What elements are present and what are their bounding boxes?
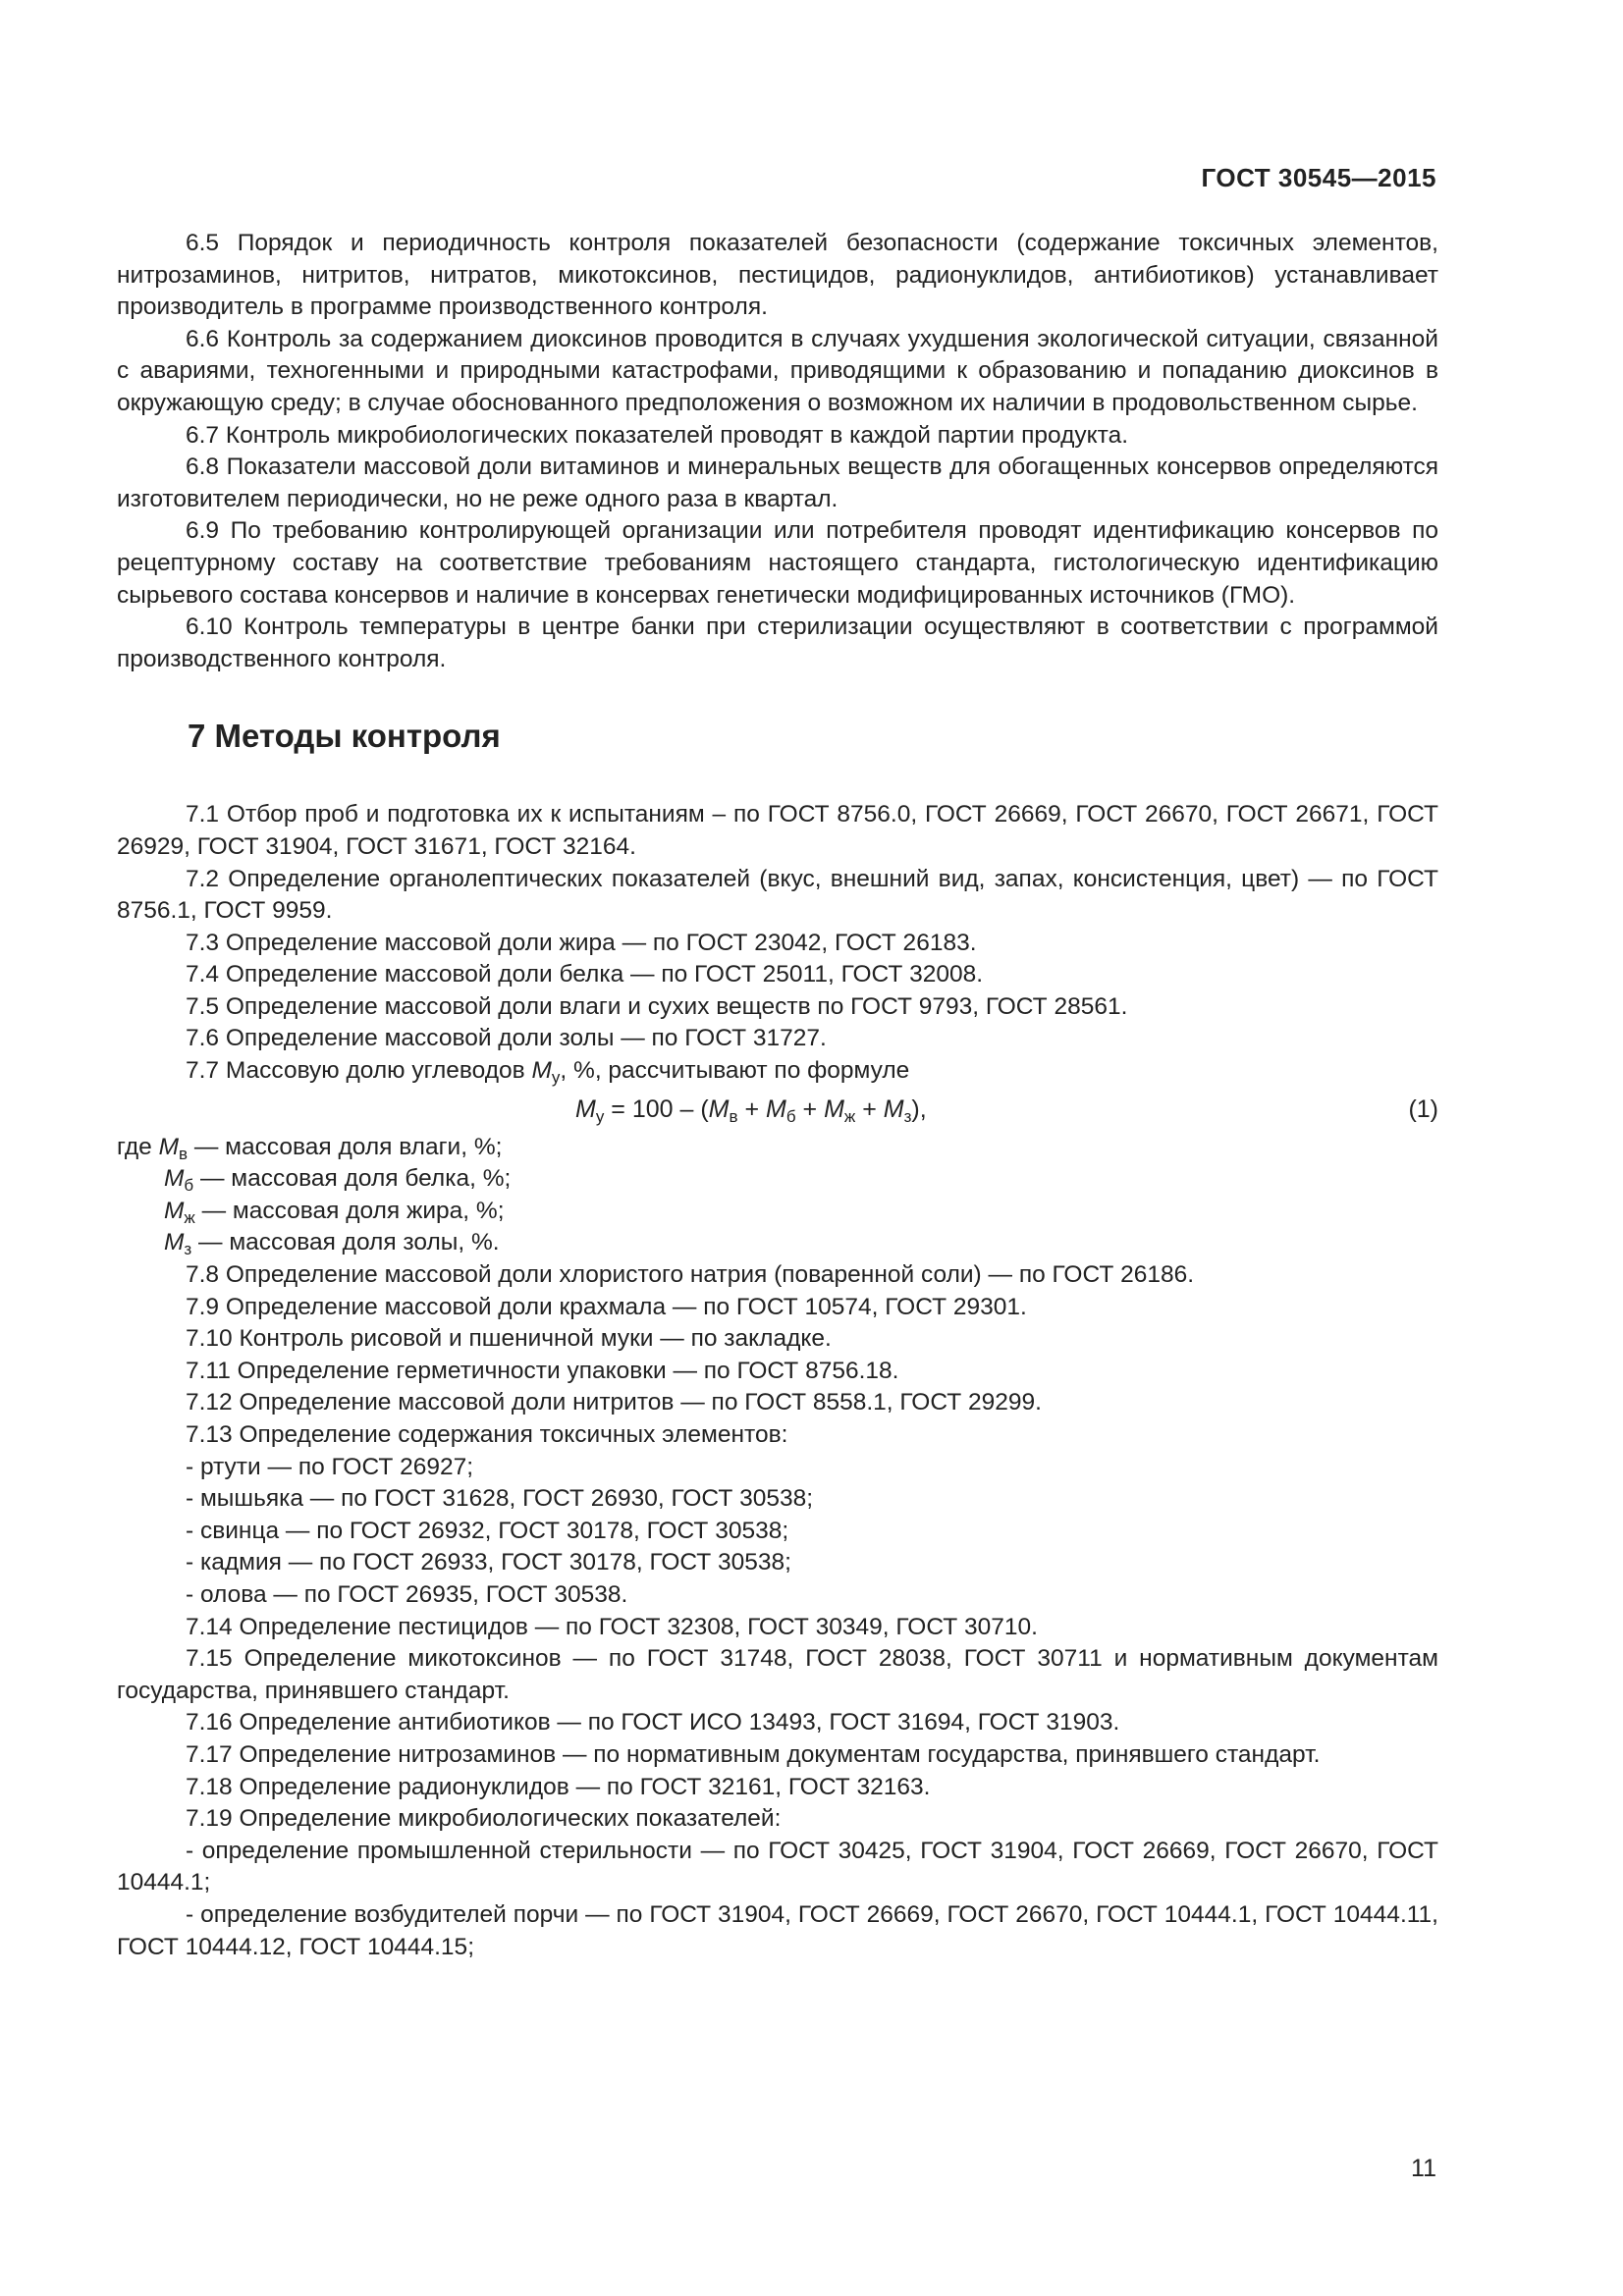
- paragraph-7-7: [117, 1055, 1438, 1088]
- where-symbol: М: [158, 1133, 179, 1160]
- formula-symbol: М: [575, 1095, 596, 1123]
- page-number: 11: [1411, 2155, 1436, 2182]
- paragraph-7-18: 7.18 Определение радионуклидов — по ГОСТ 32161, ГОСТ 32163.: [186, 1773, 931, 1800]
- paragraph-7-9: 7.9 Определение массовой доли крахмала — по ГОСТ 10574, ГОСТ 29301.: [186, 1293, 1027, 1320]
- list-item-toxic: - ртути — по ГОСТ 26927;: [186, 1453, 474, 1480]
- paragraph-6-5: 6.5 Порядок и периодичность контроля показателей безопасности (содержание токсичных элементов, нитрозаминов, нитритов, нитратов, микотоксинов, пестицидов, радионуклидов, антибиотиков) устанавливает производитель в программе производственного контроля.: [117, 230, 1438, 321]
- paragraph-6-9: 6.9 По требованию контролирующей организации или потребителя проводят идентификацию консервов по рецептурному составу на соответствие требованиям настоящего стандарта, гистологическую идентификацию сырьевого состава консервов и наличие в консервах генетически модифицированных источников (ГМО).: [117, 517, 1438, 609]
- paragraph-7-13: 7.13 Определение содержания токсичных элементов:: [186, 1421, 788, 1448]
- list-item-micro: - определение промышленной стерильности — по ГОСТ 30425, ГОСТ 31904, ГОСТ 26669, ГОСТ 26670, ГОСТ 10444.1;: [117, 1837, 1438, 1896]
- text-segment: 7.7 Массовую долю углеводов: [186, 1057, 532, 1085]
- where-lead: где: [117, 1133, 159, 1160]
- formula-text: = 100 – (: [604, 1095, 709, 1123]
- list-item-toxic: - олова — по ГОСТ 26935, ГОСТ 30538.: [186, 1580, 628, 1608]
- where-text: — массовая доля жира, %;: [194, 1197, 505, 1224]
- paragraph-7-17: 7.17 Определение нитрозаминов — по нормативным документам государства, принявшего стандарт.: [186, 1740, 1321, 1768]
- where-text: — массовая доля влаги, %;: [188, 1133, 503, 1160]
- text-segment: , %, рассчитывают по формуле: [560, 1057, 910, 1085]
- paragraph-7-11: 7.11 Определение герметичности упаковки — по ГОСТ 8756.18.: [186, 1357, 899, 1384]
- section-heading-7: 7 Методы контроля: [188, 718, 501, 755]
- where-line: [164, 1196, 1438, 1228]
- paragraph-7-15: 7.15 Определение микотоксинов — по ГОСТ 31748, ГОСТ 28038, ГОСТ 30711 и нормативным документам государства, принявшего стандарт.: [117, 1645, 1438, 1704]
- where-subscript: ж: [184, 1207, 195, 1227]
- formula-plus: +: [855, 1095, 884, 1123]
- formula-subscript: ж: [843, 1106, 856, 1126]
- paragraph-7-19: 7.19 Определение микробиологических показателей:: [186, 1805, 782, 1833]
- formula-subscript: з: [903, 1106, 912, 1126]
- formula-subscript: б: [785, 1106, 796, 1126]
- formula-text: ),: [911, 1095, 927, 1123]
- paragraph-7-3: 7.3 Определение массовой доли жира — по ГОСТ 23042, ГОСТ 26183.: [186, 929, 977, 956]
- where-subscript: б: [184, 1176, 194, 1196]
- where-symbol: М: [164, 1165, 185, 1193]
- formula-symbol: М: [766, 1095, 786, 1123]
- where-subscript: з: [184, 1240, 192, 1259]
- paragraph-7-6: 7.6 Определение массовой доли золы — по ГОСТ 31727.: [186, 1025, 827, 1052]
- list-item-micro: - определение возбудителей порчи — по ГОСТ 31904, ГОСТ 26669, ГОСТ 26670, ГОСТ 10444.1, ГОСТ 10444.11, ГОСТ 10444.12, ГОСТ 10444.15;: [117, 1900, 1438, 1960]
- where-symbol: М: [164, 1197, 185, 1224]
- formula-plus: +: [737, 1095, 767, 1123]
- paragraph-7-10: 7.10 Контроль рисовой и пшеничной муки — по закладке.: [186, 1325, 832, 1353]
- paragraph-6-7: 6.7 Контроль микробиологических показателей проводят в каждой партии продукта.: [186, 421, 1129, 449]
- paragraph-7-16: 7.16 Определение антибиотиков — по ГОСТ ИСО 13493, ГОСТ 31694, ГОСТ 31903.: [186, 1709, 1120, 1736]
- paragraph-7-1: 7.1 Отбор проб и подготовка их к испытаниям – по ГОСТ 8756.0, ГОСТ 26669, ГОСТ 26670, ГОСТ 26671, ГОСТ 26929, ГОСТ 31904, ГОСТ 31671, ГОСТ 32164.: [117, 801, 1438, 860]
- paragraph-7-12: 7.12 Определение массовой доли нитритов — по ГОСТ 8558.1, ГОСТ 29299.: [186, 1389, 1042, 1416]
- paragraph-7-14: 7.14 Определение пестицидов — по ГОСТ 32308, ГОСТ 30349, ГОСТ 30710.: [186, 1613, 1038, 1640]
- where-text: — массовая доля золы, %.: [191, 1229, 500, 1256]
- formula-number: (1): [1408, 1095, 1438, 1123]
- formula-symbol: М: [824, 1095, 844, 1123]
- formula-subscript: в: [729, 1106, 738, 1126]
- list-item-toxic: - свинца — по ГОСТ 26932, ГОСТ 30178, ГОСТ 30538;: [186, 1517, 789, 1544]
- where-symbol: М: [164, 1229, 185, 1256]
- paragraph-7-4: 7.4 Определение массовой доли белка — по ГОСТ 25011, ГОСТ 32008.: [186, 961, 984, 988]
- paragraph-7-8: 7.8 Определение массовой доли хлористого натрия (поваренной соли) — по ГОСТ 26186.: [186, 1261, 1195, 1289]
- subscript: у: [551, 1068, 561, 1088]
- formula-subscript: у: [595, 1106, 605, 1126]
- symbol-m: М: [531, 1057, 552, 1085]
- paragraph-7-5: 7.5 Определение массовой доли влаги и сухих веществ по ГОСТ 9793, ГОСТ 28561.: [186, 992, 1128, 1020]
- where-line: [117, 1132, 1438, 1164]
- formula-1: [117, 1088, 1438, 1132]
- paragraph-7-2: 7.2 Определение органолептических показателей (вкус, внешний вид, запах, консистенция, цвет) — по ГОСТ 8756.1, ГОСТ 9959.: [117, 865, 1438, 925]
- formula-symbol: М: [883, 1095, 904, 1123]
- where-text: — массовая доля белка, %;: [193, 1165, 512, 1193]
- paragraph-6-8: 6.8 Показатели массовой доли витаминов и минеральных веществ для обогащенных консервов определяются изготовителем периодически, но не реже одного раза в квартал.: [117, 454, 1438, 512]
- where-subscript: в: [179, 1144, 189, 1163]
- paragraph-6-6: 6.6 Контроль за содержанием диоксинов проводится в случаях ухудшения экологической ситуации, связанной с авариями, техногенными и природными катастрофами, приводящими к образованию и попаданию диоксинов в окружающую среду; в случае обоснованного предположения о возможном их наличии в продовольственном сырье.: [117, 325, 1438, 416]
- page-content: [117, 228, 1438, 1963]
- list-item-toxic: - мышьяка — по ГОСТ 31628, ГОСТ 26930, ГОСТ 30538;: [186, 1485, 814, 1513]
- formula-plus: +: [795, 1095, 825, 1123]
- list-item-toxic: - кадмия — по ГОСТ 26933, ГОСТ 30178, ГОСТ 30538;: [186, 1549, 791, 1576]
- formula-symbol: М: [708, 1095, 730, 1123]
- where-line: [164, 1163, 1438, 1196]
- formula-expression: [575, 1088, 927, 1132]
- paragraph-6-10: 6.10 Контроль температуры в центре банки при стерилизации осуществляют в соответствии с программой производственного контроля.: [117, 614, 1438, 672]
- where-line: [164, 1227, 1438, 1259]
- document-header: ГОСТ 30545—2015: [1201, 163, 1436, 192]
